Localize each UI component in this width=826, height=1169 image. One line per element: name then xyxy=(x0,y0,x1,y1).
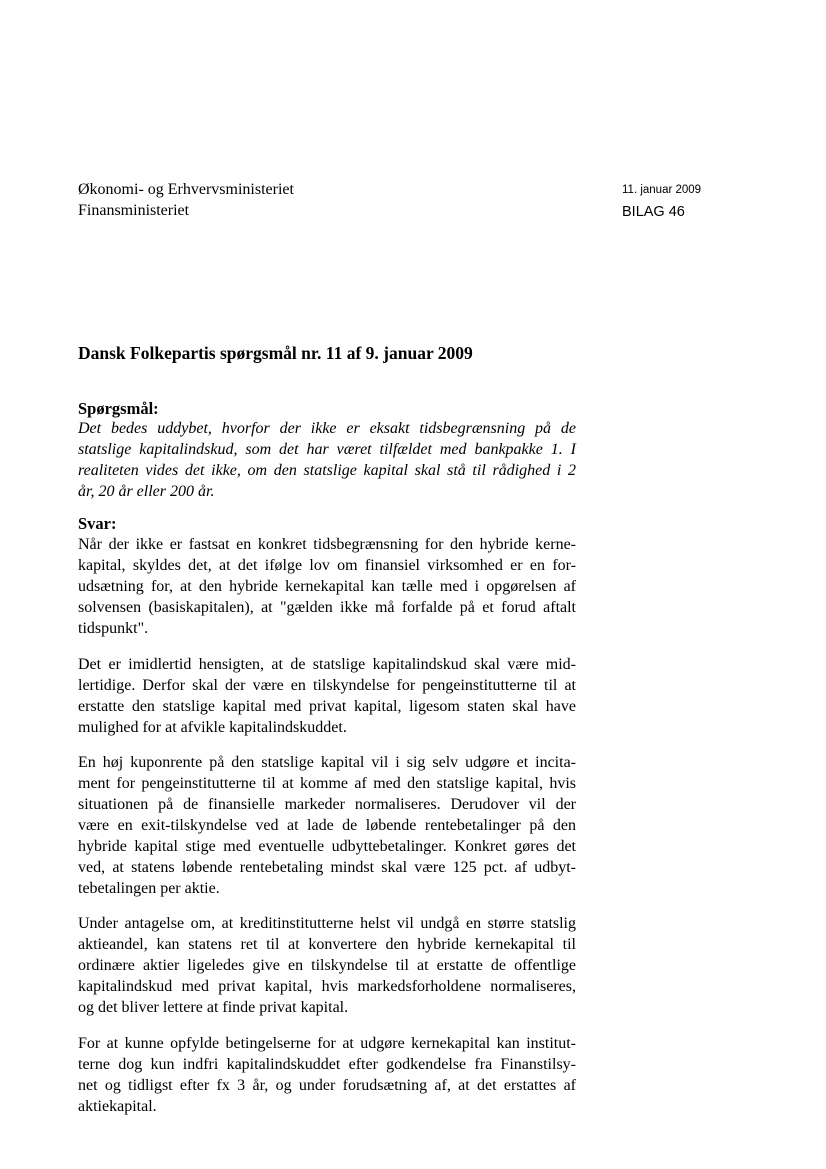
answer-line: lertidige. Derfor skal der være en tilskyndelse for pengeinstitutterne til at xyxy=(78,677,576,694)
answer-line: udsætning for, at den hybride kernekapital kan tælle med i opgørelsen af xyxy=(78,578,576,595)
answer-heading: Svar: xyxy=(78,514,117,533)
answer-line: net og tidligst efter fx 3 år, og under forudsætning af, at det erstattes af xyxy=(78,1077,576,1094)
answer-line: aktieandel, kan statens ret til at konvertere den hybride kernekapital til xyxy=(78,936,576,953)
sender-department: Finansministeriet xyxy=(78,202,190,219)
answer-line: En høj kuponrente på den statslige kapital vil i sig selv udgøre et incita- xyxy=(78,754,576,771)
answer-line: solvensen (basiskapitalen), at "gælden ikke må forfalde på et forud aftalt xyxy=(78,599,576,616)
answer-line: ment for pengeinstitutterne til at komme af med den statslige kapital, hvis xyxy=(78,775,576,792)
bilag-number: BILAG 46 xyxy=(622,204,685,220)
answer-line: ved, at statens løbende rentebetaling mindst skal være 125 pct. af udbyt- xyxy=(78,859,576,876)
answer-line: terne dog kun indfri kapitalindskuddet efter godkendelse fra Finanstilsy- xyxy=(78,1056,576,1073)
answer-line: Under antagelse om, at kreditinstitutterne helst vil undgå en større statslig xyxy=(78,915,576,932)
sender-ministry: Økonomi- og Erhvervsministeriet xyxy=(78,181,294,198)
question-line: år, 20 år eller 200 år. xyxy=(78,483,215,500)
question-line: Det bedes uddybet, hvorfor der ikke er eksakt tidsbegrænsning på de xyxy=(78,420,576,437)
answer-line: tidspunkt". xyxy=(78,620,149,637)
answer-line: Det er imidlertid hensigten, at de statslige kapitalindskud skal være mid- xyxy=(78,656,576,673)
question-heading: Spørgsmål: xyxy=(78,399,159,418)
document-date: 11. januar 2009 xyxy=(622,184,702,196)
page-title: Dansk Folkepartis spørgsmål nr. 11 af 9. januar 2009 xyxy=(78,343,473,363)
answer-line: For at kunne opfylde betingelserne for at udgøre kernekapital kan institut- xyxy=(78,1035,576,1052)
answer-line: erstatte den statslige kapital med privat kapital, ligesom staten skal have xyxy=(78,698,576,715)
answer-line: aktiekapital. xyxy=(78,1098,157,1115)
answer-line: mulighed for at afvikle kapitalindskuddet. xyxy=(78,719,347,736)
answer-line: kapital, skyldes det, at det ifølge lov om finansiel virksomhed er en for- xyxy=(78,557,576,574)
answer-line: være en exit-tilskyndelse ved at lade de løbende rentebetalinger på den xyxy=(78,817,576,834)
question-line: realiteten vides det ikke, om den statslige kapital skal stå til rådighed i 2 xyxy=(78,462,576,479)
answer-line: hybride kapital stige med eventuelle udbyttebetalinger. Konkret gøres det xyxy=(78,838,576,855)
answer-line: tebetalingen per aktie. xyxy=(78,880,220,897)
answer-line: Når der ikke er fastsat en konkret tidsbegrænsning for den hybride kerne- xyxy=(78,536,576,553)
answer-line: ordinære aktier ligeledes give en tilskyndelse til at erstatte de offentlige xyxy=(78,957,576,974)
answer-line: situationen på de finansielle markeder normaliseres. Derudover vil der xyxy=(78,796,576,813)
answer-line: og det bliver lettere at finde privat kapital. xyxy=(78,999,349,1016)
question-line: statslige kapitalindskud, som det har været tilfældet med bankpakke 1. I xyxy=(78,441,576,458)
answer-line: kapitalindskud med privat kapital, hvis markedsforholdene normaliseres, xyxy=(78,978,576,995)
